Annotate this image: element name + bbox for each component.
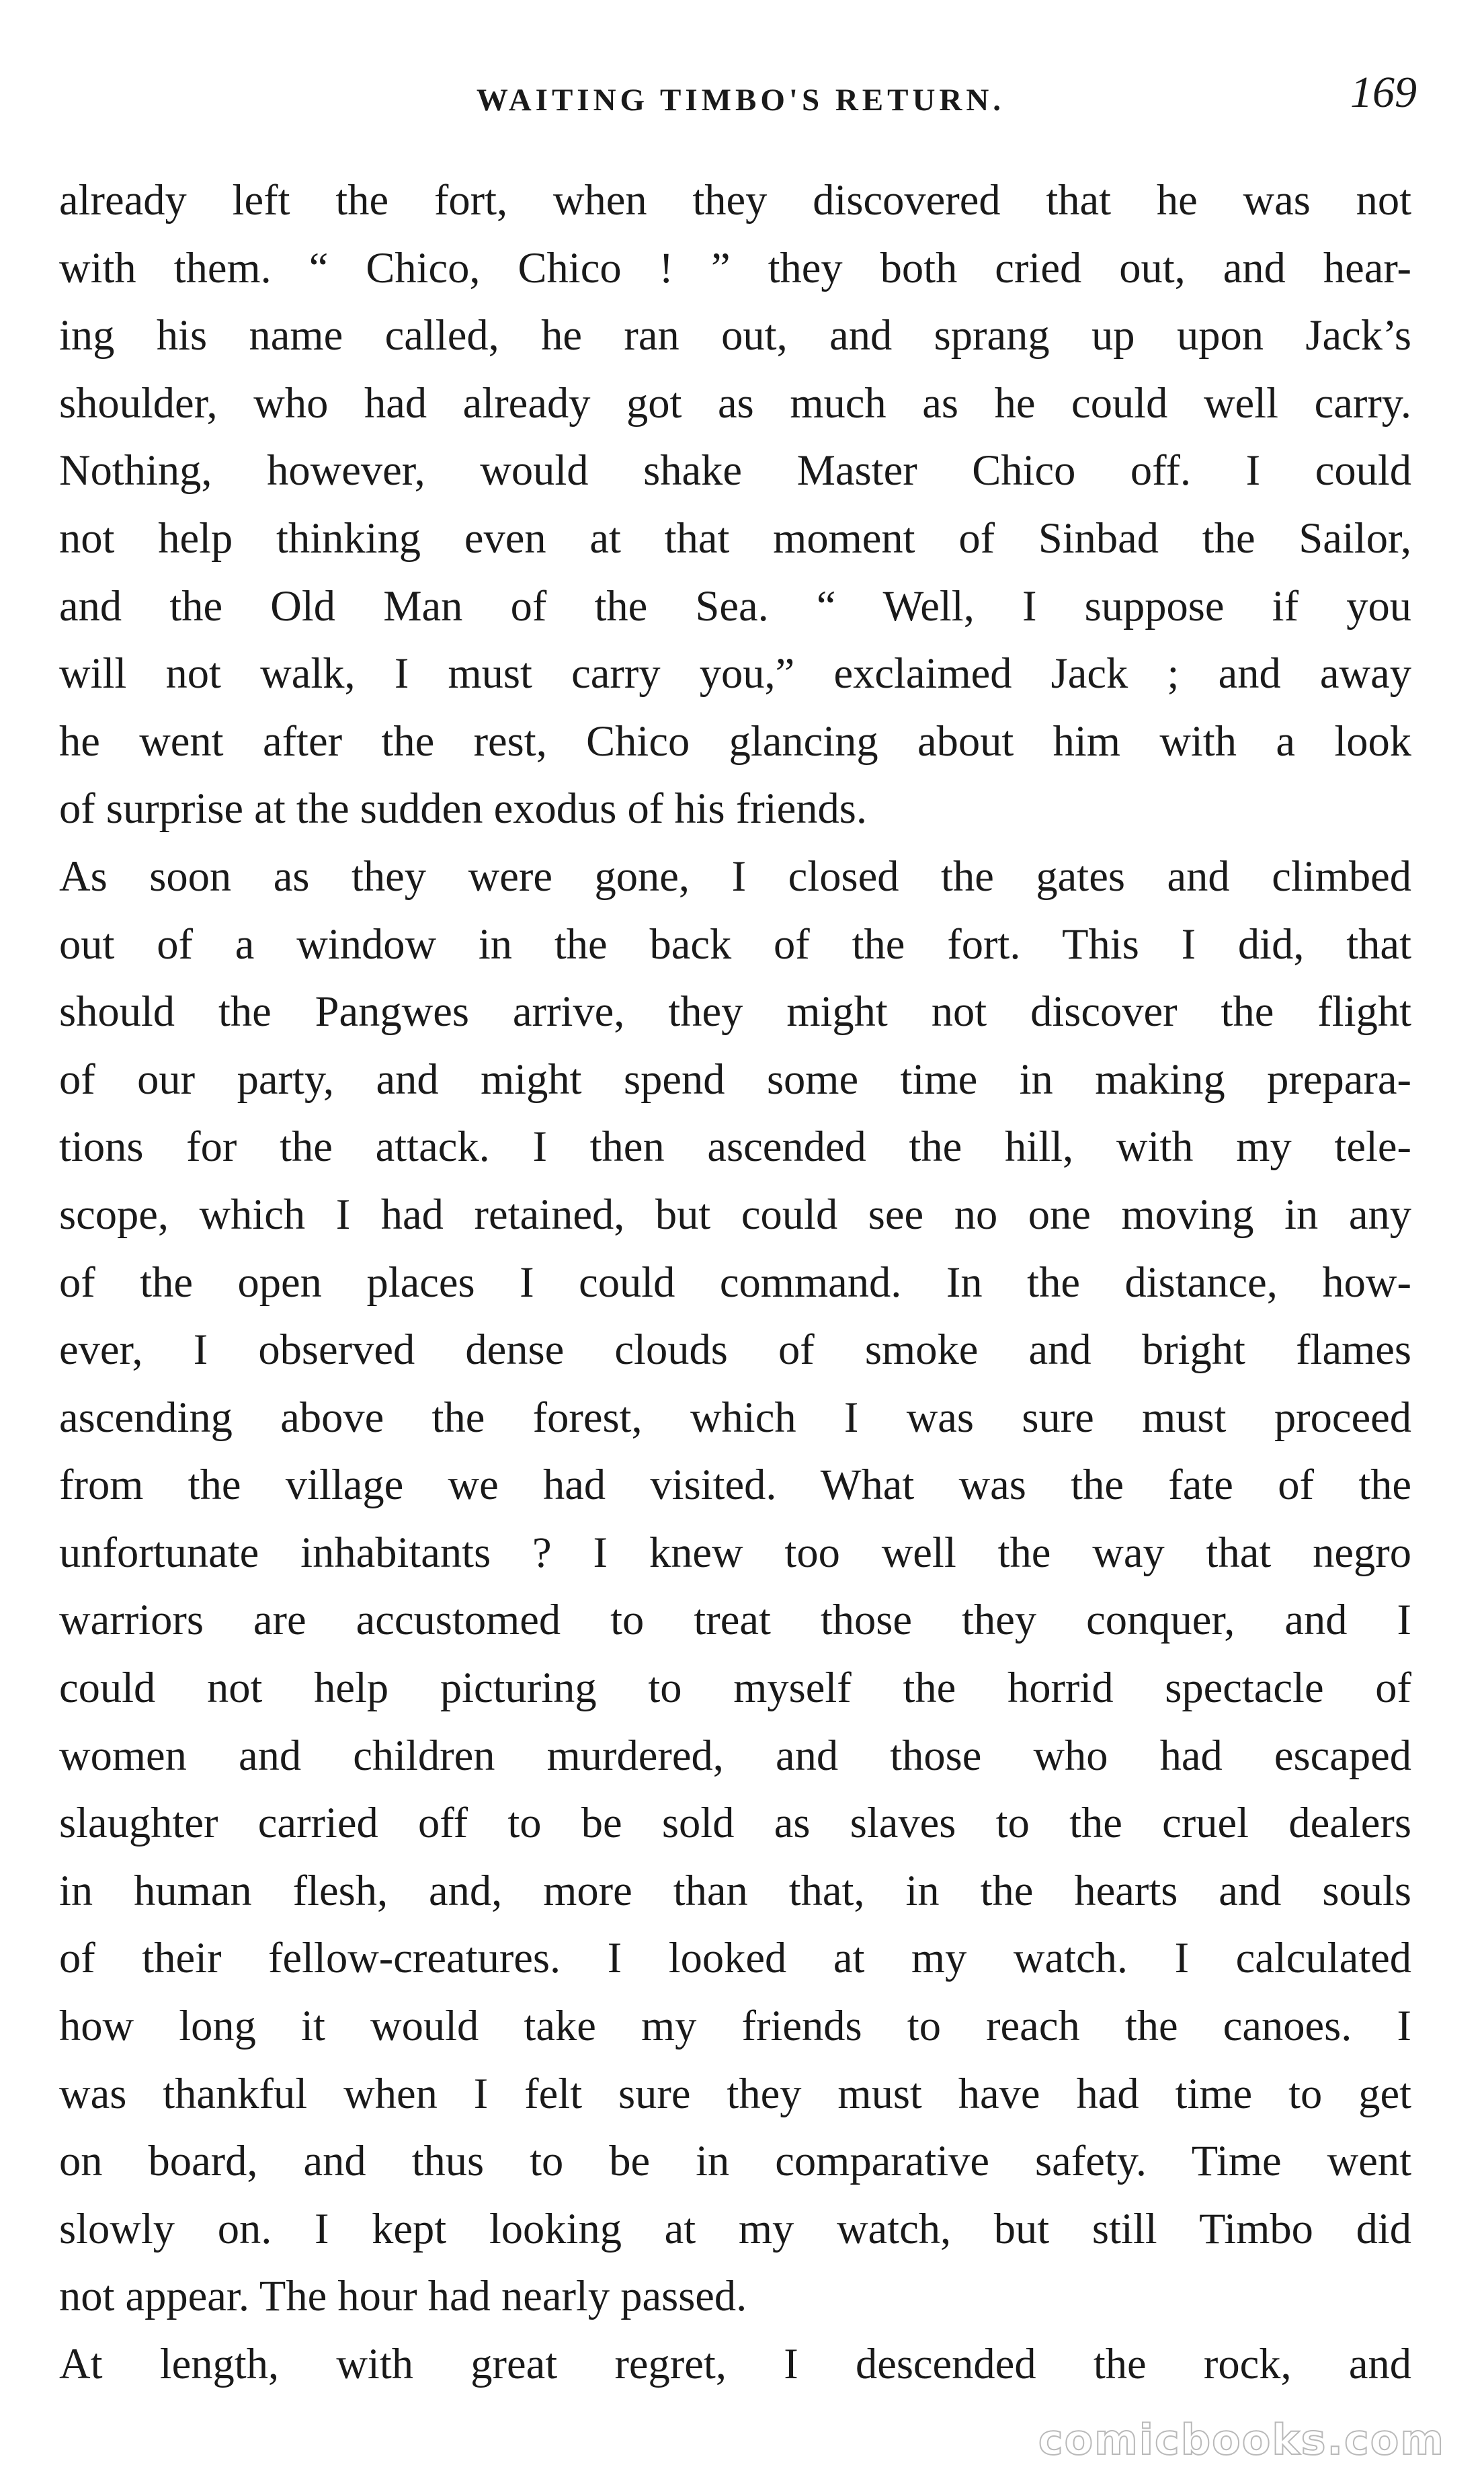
page-number: 169 <box>1350 68 1417 117</box>
text-line: out of a window in the back of the fort. This I did, that <box>59 920 1411 968</box>
text-line: on board, and thus to be in comparative safety. Time went <box>59 2137 1411 2185</box>
text-line: scope, which I had retained, but could see no one moving in any <box>59 1190 1411 1238</box>
text-line: of their fellow-creatures. I looked at my watch. I calculated <box>59 1934 1411 1982</box>
text-line: Nothing, however, would shake Master Chico off. I could <box>59 446 1411 495</box>
text-line: and the Old Man of the Sea. “ Well, I suppose if you <box>59 581 1411 630</box>
text-line: could not help picturing to myself the horrid spectacle of <box>59 1664 1411 1712</box>
paragraph-start-line: As soon as they were gone, I closed the gates and climbed <box>59 852 1411 900</box>
watermark-logo: comicbooks.com <box>1038 2415 1445 2464</box>
text-line: unfortunate inhabitants ? I knew too well the way that negro <box>59 1528 1411 1576</box>
text-line: ascending above the forest, which I was sure must proceed <box>59 1393 1411 1441</box>
text-line: slaughter carried off to be sold as slaves to the cruel dealers <box>59 1799 1411 1847</box>
text-line: of surprise at the sudden exodus of his friends. <box>59 784 867 833</box>
text-line: tions for the attack. I then ascended the hill, with my tele- <box>59 1123 1411 1171</box>
body-text <box>59 167 1411 2398</box>
text-line: how long it would take my friends to reach the canoes. I <box>59 2002 1411 2050</box>
text-line: in human flesh, and, more than that, in the hearts and souls <box>59 1866 1411 1914</box>
text-line: already left the fort, when they discovered that he was not <box>59 176 1411 224</box>
paragraph-start-line: At length, with great regret, I descended the rock, and <box>59 2340 1411 2388</box>
text-line: warriors are accustomed to treat those they conquer, and I <box>59 1596 1411 1644</box>
running-title: WAITING TIMBO'S RETURN. <box>476 83 1005 118</box>
text-line: not appear. The hour had nearly passed. <box>59 2272 747 2320</box>
text-line: of our party, and might spend some time in making prepara- <box>59 1055 1411 1103</box>
text-line: women and children murdered, and those who had escaped <box>59 1731 1411 1779</box>
text-line: ever, I observed dense clouds of smoke and bright flames <box>59 1326 1411 1374</box>
text-line: ing his name called, he ran out, and sprang up upon Jack’s <box>59 311 1411 360</box>
text-line: of the open places I could command. In the distance, how- <box>59 1258 1411 1306</box>
text-line: should the Pangwes arrive, they might not discover the flight <box>59 987 1411 1036</box>
text-line: not help thinking even at that moment of Sinbad the Sailor, <box>59 514 1411 562</box>
running-head <box>65 67 1417 128</box>
text-line: was thankful when I felt sure they must have had time to get <box>59 2069 1411 2117</box>
text-line: will not walk, I must carry you,” exclaimed Jack ; and away <box>59 649 1411 698</box>
text-line: with them. “ Chico, Chico ! ” they both cried out, and hear- <box>59 243 1411 292</box>
text-line: slowly on. I kept looking at my watch, but still Timbo did <box>59 2204 1411 2253</box>
text-line: shoulder, who had already got as much as he could well carry. <box>59 378 1411 427</box>
text-line: from the village we had visited. What was the fate of the <box>59 1461 1411 1509</box>
text-line: he went after the rest, Chico glancing about him with a look <box>59 717 1411 765</box>
